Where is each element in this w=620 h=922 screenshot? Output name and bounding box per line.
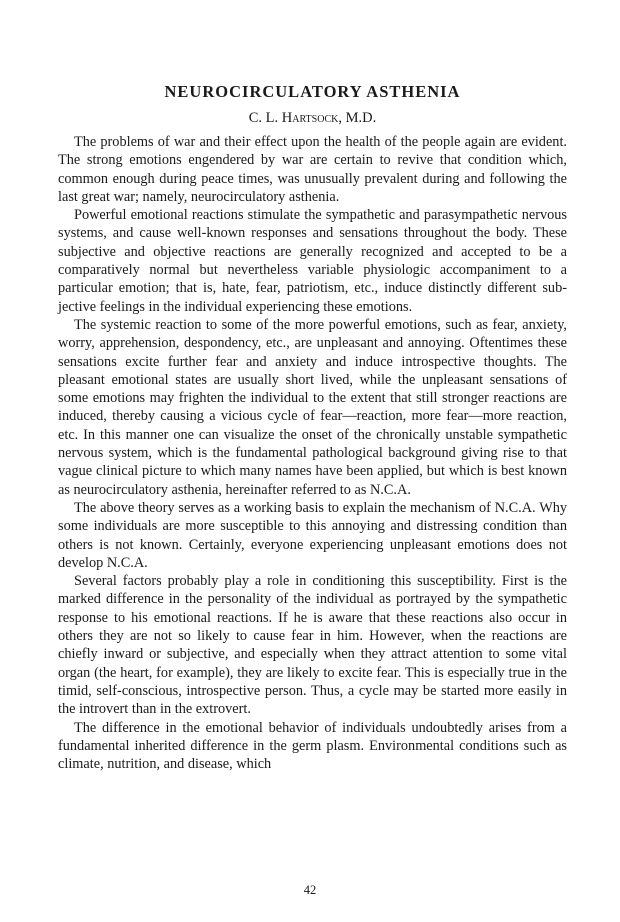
body-paragraph: Several factors probably play a role in conditioning this susceptibility. First is the marked difference in the personality of the individual as portrayed by the sympathetic response to his emotional reactions. If he is aware that these reactions also occur in others they are not so likely to cause fear in him. However, when the reactions are chiefly inward or subjective, and especially when they attract attention to some vital organ (the heart, for example), they are likely to excite fear. This is especially true in the timid, self-conscious, introspective person. Thus, a cycle may be started more easily in the introvert than in the extrovert. [58,573,567,718]
article-author [58,109,567,127]
body-paragraph: Powerful emotional reactions stimulate the sympathetic and parasympathetic nervous systems, and cause well-known responses and sensations throughout the body. These subjective and objective reactions are generally recognized and accepted to be a comparatively normal but nevertheless variable physiologic accompaniment to a particular emotion; that is, hate, fear, patriotism, etc., induce distinctly different subjective feelings in the individual experiencing these emotions. [58,207,567,315]
page-number: 42 [303,883,317,897]
author-surname: Hartsock [281,110,339,126]
body-paragraph: The problems of war and their effect upon the health of the people again are evident. The strong emotions engendered by war are certain to revive that condition which, common enough during peace times, was unusually prevalent during and following the last great war; namely, neurocirculatory asthenia. [58,134,567,205]
author-degree: , M.D. [338,110,377,126]
body-paragraph: The above theory serves as a working basis to explain the mechanism of N.C.A. Why some individuals are more susceptible to this annoying and distressing condition than others is not known. Certainly, everyone experiencing unpleasant emotions does not develop N.C.A. [58,499,567,571]
author-initials: C. L. [248,110,282,126]
body-paragraph: The difference in the emotional behavior of individuals undoubtedly arises from a fundamental inherited difference in the germ plasm. Environmental conditions such as climate, nutrition, and disease, which [58,719,567,773]
article-page [58,82,567,773]
article-body [58,133,567,773]
article-title: NEUROCIRCULATORY ASTHENIA [164,82,461,101]
body-paragraph: The systemic reaction to some of the more powerful emotions, such as fear, anxiety, worry, apprehension, despondency, etc., are unpleasant and annoying. Oftentimes these sensations excite further fear and anxiety and induce introspective thoughts. The pleasant emotional states are usually short lived, while the unpleasant sensations of some emotions may frighten the individual to the extent that still stronger reactions are induced, thereby causing a vicious cycle of fear—reaction, more fear—more reaction, etc. In this manner one can visualize the onset of the chronically unstable sympathetic nervous system, which is the fundamental pathological background giving rise to that vague clinical picture to which many names have been applied, but which is best known as neurocirculatory asthenia, hereinafter referred to as N.C.A. [58,316,567,498]
